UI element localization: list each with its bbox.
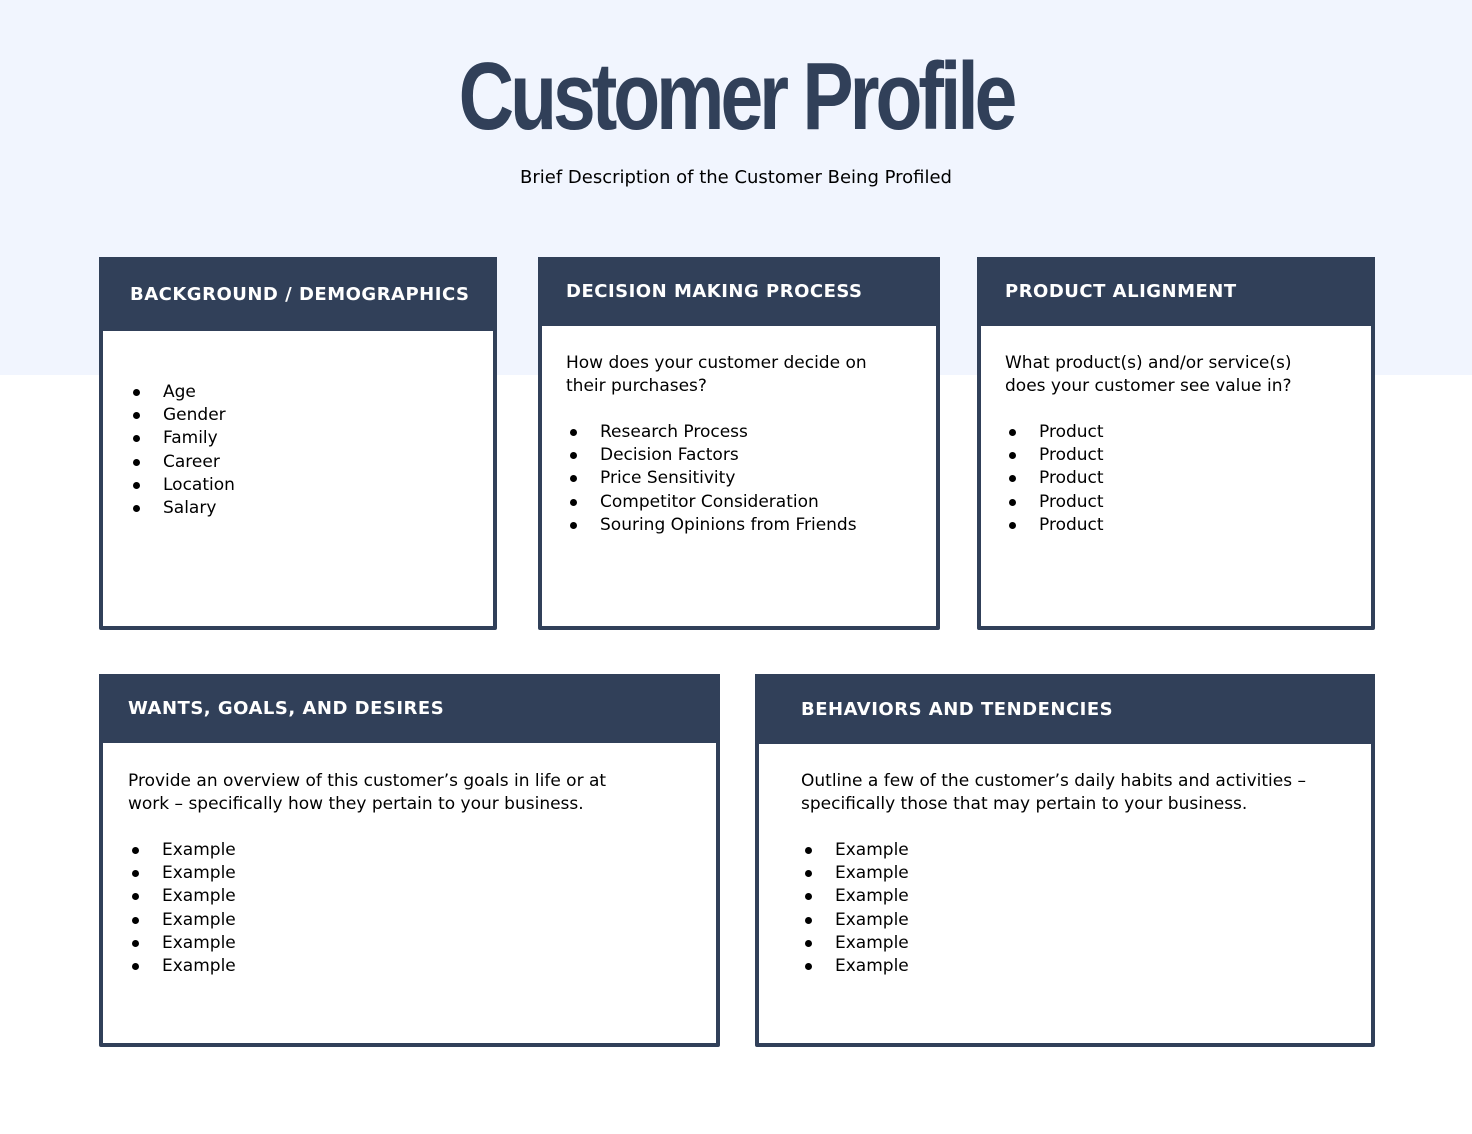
list-item: Product (1005, 444, 1355, 467)
card-product-alignment (977, 257, 1375, 630)
list-item: Souring Opinions from Friends (566, 514, 920, 537)
card-header (977, 257, 1375, 326)
card-heading: BEHAVIORS AND TENDENCIES (801, 698, 1114, 720)
card-decision-making-process (538, 257, 940, 630)
list-item: Price Sensitivity (566, 467, 920, 490)
card-intro: What product(s) and/or service(s) does your customer see value in? (1005, 353, 1292, 396)
card-body (981, 352, 1371, 537)
card-heading: BACKGROUND / DEMOGRAPHICS (130, 283, 470, 305)
bullet-list (566, 421, 920, 537)
card-heading: DECISION MAKING PROCESS (566, 281, 863, 302)
card-heading: WANTS, GOALS, AND DESIRES (128, 698, 445, 719)
list-item: Product (1005, 467, 1355, 490)
list-item: Example (128, 839, 700, 862)
card-header (99, 674, 720, 743)
list-item: Location (129, 474, 473, 497)
card-body (103, 381, 493, 520)
page-subtitle: Brief Description of the Customer Being Profiled (520, 167, 952, 188)
card-header (755, 674, 1375, 744)
list-item: Example (801, 862, 1355, 885)
list-item: Research Process (566, 421, 920, 444)
list-item: Competitor Consideration (566, 491, 920, 514)
card-behaviors-tendencies (755, 674, 1375, 1047)
card-header (99, 257, 497, 331)
bullet-list (128, 839, 700, 978)
list-item: Example (801, 932, 1355, 955)
list-item: Age (129, 381, 473, 404)
list-item: Product (1005, 514, 1355, 537)
list-item: Product (1005, 491, 1355, 514)
list-item: Example (128, 932, 700, 955)
list-item: Example (801, 839, 1355, 862)
list-item: Example (128, 955, 700, 978)
card-body (759, 770, 1371, 978)
list-item: Family (129, 427, 473, 450)
list-item: Gender (129, 404, 473, 427)
list-item: Example (801, 955, 1355, 978)
list-item: Example (801, 909, 1355, 932)
card-intro: Provide an overview of this customer’s goals in life or at work – specifically how they pertain to your business. (128, 771, 607, 814)
card-intro: Outline a few of the customer’s daily habits and activities – specifically those that may pertain to your business. (801, 771, 1306, 814)
card-body (103, 770, 716, 978)
card-wants-goals-desires (99, 674, 720, 1047)
list-item: Career (129, 451, 473, 474)
bullet-list (129, 381, 473, 520)
list-item: Example (128, 909, 700, 932)
card-body (542, 352, 936, 537)
card-header (538, 257, 940, 326)
list-item: Example (801, 885, 1355, 908)
bullet-list (1005, 421, 1355, 537)
page-title: Customer Profile (458, 43, 1014, 150)
bullet-list (801, 839, 1355, 978)
list-item: Example (128, 862, 700, 885)
card-background-demographics (99, 257, 497, 630)
list-item: Product (1005, 421, 1355, 444)
list-item: Decision Factors (566, 444, 920, 467)
list-item: Salary (129, 497, 473, 520)
card-heading: PRODUCT ALIGNMENT (1005, 281, 1237, 302)
list-item: Example (128, 885, 700, 908)
card-intro: How does your customer decide on their purchases? (566, 353, 867, 396)
